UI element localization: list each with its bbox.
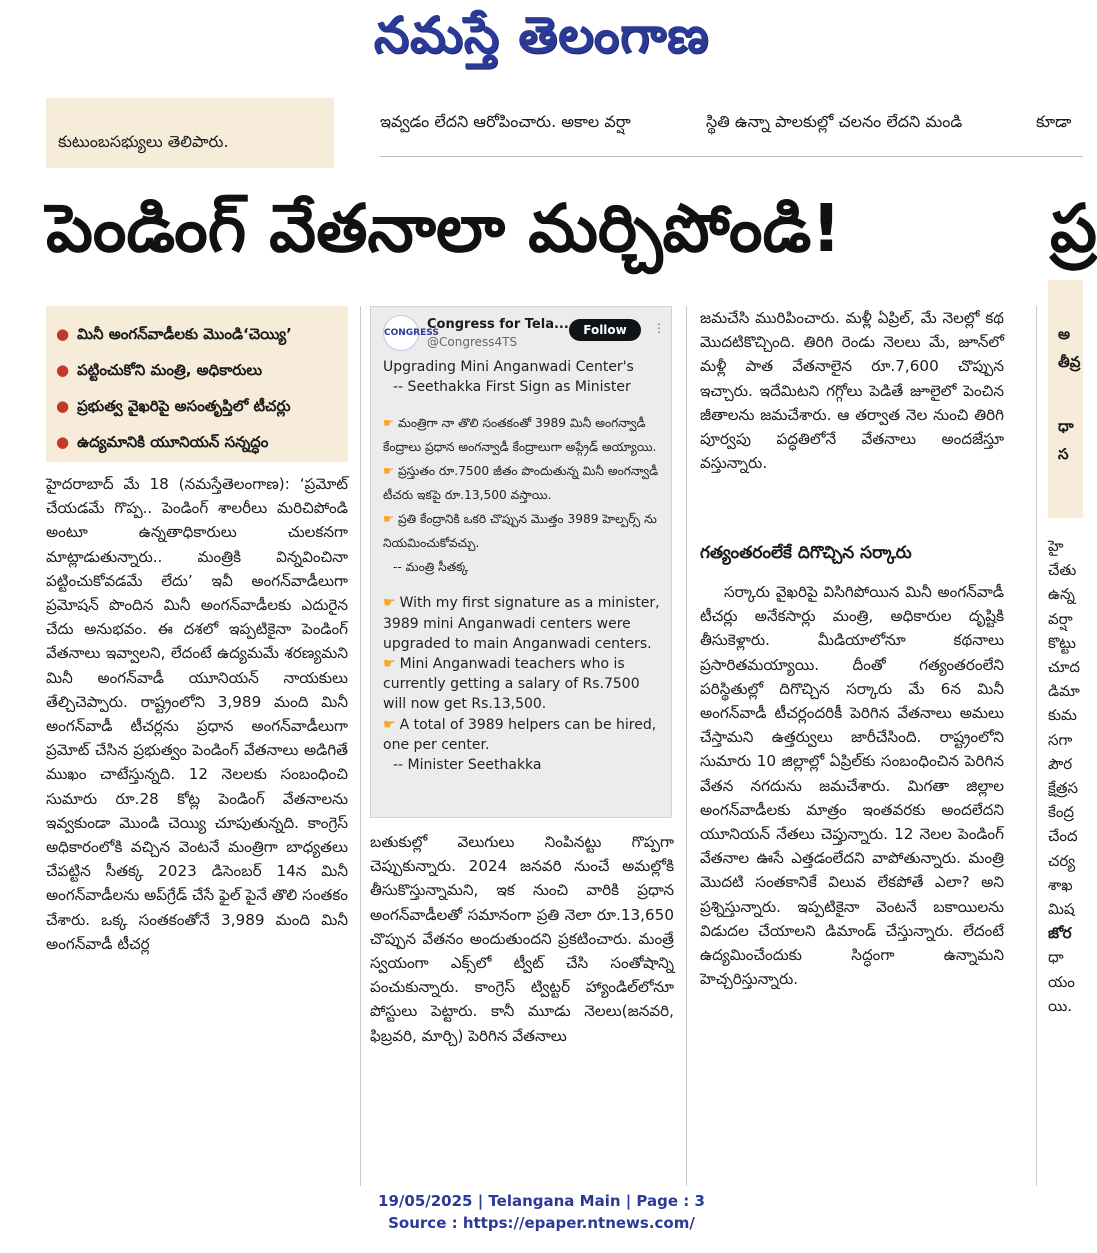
- more-options-icon[interactable]: ⋮: [653, 321, 665, 335]
- column-divider: [686, 306, 687, 1186]
- masthead-logo: నమస్తే తెలంగాణ: [373, 6, 710, 64]
- tweet-sign-en: -- Minister Seethakka: [393, 757, 542, 774]
- tweet-line-te: ☛ ప్రతి కేంద్రానికి ఒకరి చొప్పున మొత్తం 3989 హెల్పర్స్ ను నియమించుకోవచ్చు.: [383, 512, 657, 551]
- top-strip-left: [46, 98, 334, 168]
- column-3-top-text: జమచేసి మురిపించారు. మళ్లీ ఏప్రిల్, మే నెలల్లో కథ మొదటికొచ్చింది. తిరిగి రెండు నెలలు మే, జూన్‌లో మళ్లీ పాత వేతనాలైన రూ.7,600 చొప్పున ఇచ్చారు. ఇదేమిటని గగ్గోలు పెడితే జూలైలో పెంచిన జీతాలను జమచేశారు. ఆ తర్వాత నెల నుంచి తిరిగి పూర్వపు పద్ధతిలోనే వేతనాలు అందజేస్తూ వస్తున్నారు.: [700, 309, 1004, 473]
- article-column-3: [700, 306, 1004, 475]
- tweet-body: [383, 357, 665, 775]
- tweet-line-en: ☛ A total of 3989 helpers can be hired, one per center.: [383, 716, 657, 753]
- highlights-box: [46, 306, 348, 462]
- column-3-body-text: సర్కారు వైఖరిపై విసిగిపోయిన మినీ అంగన్‌వాడీ టీచర్లు అనేకసార్లు మంత్రి, అధికారుల దృష్టికి తీసుకెళ్లారు. మీడియాలోనూ కథనాలు ప్రసారితమయ్యాయి. దీంతో గత్యంతరంలేని పరిస్థితుల్లో దిగొచ్చిన సర్కారు మే 6న మినీ అంగన్‌వాడీ టీచర్లందరికీ పెరిగిన వేతనాలు అమలు చేస్తామని ఉత్తర్వులు జారీచేసింది. రాష్ట్రంలోని సుమారు 10 జిల్లాల్లో ఏప్రిల్‌కు సంబంధించిన పెరిగిన వేతన నగదును జమచేశారు. మిగతా జిల్లాల అంగన్‌వాడీలకు మాత్రం ఇంతవరకు అందలేదని యూనియన్ నేతలు చెప్తున్నారు. 12 నెలల పెండింగ్ వేతనాల ఊసే ఎత్తడంలేదని వాపోతున్నారు. మంత్రి మొదటి సంతకానికే విలువ లేకపోతే ఎలా? అని ప్రశ్నిస్తున్నారు. ఇప్పటికైనా వెంటనే బకాయిలను విడుదల చేయాలని డిమాండ్ చేస్తున్నారు. లేదంటే ఉద్యమించేందుకు సిద్ధంగా ఉన్నామని హెచ్చరిస్తున్నారు.: [700, 583, 1004, 989]
- bullet-icon: ●: [56, 361, 70, 379]
- pointing-hand-icon: ☛: [383, 416, 394, 431]
- tweet-line-te: ☛ ప్రస్తుతం రూ.7500 జీతం పొందుతున్న మినీ అంగన్వాడీ టీచరు ఇకపై రూ.13,500 వస్తాయి.: [383, 464, 659, 503]
- highlight-item: ● ప్రభుత్వ వైఖరిపై అసంతృప్తిలో టీచర్లు: [56, 397, 291, 415]
- top-strip-left-text: కుటుంబసభ్యులు తెలిపారు.: [58, 132, 229, 151]
- tweet-title-line: Upgrading Mini Anganwadi Center's: [383, 359, 634, 375]
- subheading: గత్యంతరంలేకే దిగొచ్చిన సర్కారు: [700, 543, 912, 563]
- column-divider: [360, 306, 361, 1186]
- pointing-hand-icon: ☛: [383, 595, 396, 612]
- highlight-item: ● ఉద్యమానికి యూనియన్ సన్నద్ధం: [56, 433, 269, 451]
- headline: పెండింగ్ వేతనాలా మర్చిపోండి!: [46, 190, 842, 267]
- tweet-handle: @Congress4TS: [427, 335, 518, 349]
- right-edge-column: హై చేతు ఉన్న వర్షా కొట్టు చూద డిమా కుమ సగా పౌర క్షేత్రస కేంద్ర చేంద చర్య శాఖ మిష జోర ధా యం యి.: [1048, 537, 1081, 1015]
- tweet-line-te: ☛ మంత్రిగా నా తొలి సంతకంతో 3989 మినీ అంగన్వాడీ కేంద్రాలు ప్రధాన అంగన్వాడీ కేంద్రాలుగా అప్గ్రేడ్ అయ్యాయి.: [383, 416, 657, 455]
- bullet-icon: ●: [56, 325, 70, 343]
- page-footer: [0, 1190, 1083, 1234]
- tweet-header: [383, 315, 663, 355]
- pointing-hand-icon: ☛: [383, 716, 396, 733]
- top-divider: [380, 156, 1083, 157]
- tweet-line-en: ☛ Mini Anganwadi teachers who is currently getting a salary of Rs.7500 will now get Rs.13,500.: [383, 656, 640, 713]
- bullet-icon: ●: [56, 397, 70, 415]
- pointing-hand-icon: ☛: [383, 464, 394, 479]
- footer-date-line: 19/05/2025 | Telangana Main | Page : 3: [378, 1192, 705, 1210]
- column-1-text: హైదరాబాద్ మే 18 (నమస్తేతెలంగాణ): ‘ప్రమోట్ చేయడమే గొప్ప.. పెండింగ్ శాలరీలు మరిచిపోండి అంటూ ఉన్నతాధికారులు చులకనగా మాట్లాడుతున్నారు.. మంత్రికి విన్నవించినా పట్టించుకోవడమే లేదు’ ఇవీ అంగన్‌వాడీలుగా ప్రమోషన్ పొందిన మినీ అంగన్‌వాడీలకు ఎదురైన చేదు అనుభవం. ఈ దశలో ఇప్పటికైనా పెండింగ్ వేతనాలు ఇవ్వాలని, లేదంటే ఉద్యమమే శరణ్యమని మినీ అంగన్‌వాడీ యూనియన్ నాయకులు తేల్చిచెప్పారు. రాష్ట్రంలోని 3,989 మంది మినీ అంగన్‌వాడీ టీచర్లను ప్రధాన అంగన్‌వాడీలుగా ప్రమోట్ చేసిన ప్రభుత్వం పెండింగ్ వేతనాలు అడిగితే ముఖం చాటేస్తున్నది. 12 నెలలకు సంబంధించి సుమారు రూ.28 కోట్ల పెండింగ్ వేతనాలను ఇవ్వకుండా మొండి చెయ్యి చూపుతున్నది. కాంగ్రెస్ అధికారంలోకి వచ్చిన వెంటనే మంత్రిగా బాధ్యతలు చేపట్టిన సీతక్క 2023 డిసెంబర్ 14న మినీ అంగన్‌వాడీలను అప్‌గ్రేడ్ చేసే ఫైల్ పైనే తొలి సంతకం చేశారు. ఒక్క సంతకంతోనే 3,989 మంది మినీ అంగన్‌వాడీ టీచర్ల: [46, 475, 348, 953]
- tweet-title-line: -- Seethakka First Sign as Minister: [393, 379, 631, 396]
- follow-button[interactable]: Follow: [569, 319, 641, 341]
- tweet-sign-te: -- మంత్రి సీతక్క: [393, 560, 469, 575]
- article-column-2: [370, 830, 674, 1048]
- highlight-item: ● మినీ అంగన్‌వాడీలకు మొండి‘చెయ్యి’: [56, 325, 292, 343]
- right-edge-box-line: స: [1058, 445, 1069, 463]
- right-edge-box-line: తీవ్ర: [1058, 353, 1081, 371]
- pointing-hand-icon: ☛: [383, 512, 394, 527]
- tweet-card: [370, 306, 672, 818]
- tweet-line-en: ☛ With my first signature as a minister, 3989 mini Anganwadi centers were upgraded to main Anganwadi centers.: [383, 595, 660, 652]
- column-divider: [1036, 306, 1037, 1186]
- tweet-account-name: Congress for Tela...: [427, 317, 583, 332]
- top-strip-right: స్థితి ఉన్నా పాలకుల్లో చలనం లేదని మండి: [706, 112, 963, 131]
- right-edge-box-line: అ: [1058, 325, 1071, 343]
- congress-logo-avatar: CONGRESS: [383, 315, 419, 351]
- right-edge-box-line: ధా: [1058, 417, 1074, 435]
- footer-source-line: Source : https://epaper.ntnews.com/: [388, 1214, 695, 1232]
- bullet-icon: ●: [56, 433, 70, 451]
- top-strip-middle: ఇవ్వడం లేదని ఆరోపించారు. అకాల వర్షా: [380, 112, 631, 131]
- top-strip-edge: కూడా: [1036, 112, 1072, 131]
- column-2-text: బతుకుల్లో వెలుగులు నింపినట్టు గొప్పగా చెప్పుకున్నారు. 2024 జనవరి నుంచే అమల్లోకి తీసుకొస్తున్నామని, ఇక నుంచి వారికి ప్రధాన అంగన్‌వాడీలతో సమానంగా ప్రతి నెలా రూ.13,650 చొప్పున వేతనం అందుతుందని ప్రకటించారు. మంత్రే స్వయంగా ఎక్స్‌లో ట్వీట్ చేసి సంతోషాన్ని పంచుకున్నారు. కాంగ్రెస్ ట్విట్టర్ హ్యాండిల్‌లోనూ పోస్టులు పెట్టారు. కానీ మూడు నెలలు(జనవరి, ఫిబ్రవరి, మార్చి) పెరిగిన వేతనాలు: [370, 833, 674, 1045]
- article-column-1: [46, 472, 348, 956]
- pointing-hand-icon: ☛: [383, 656, 396, 673]
- article-column-3-body: [700, 580, 1004, 991]
- edge-headline: ప్ర: [1050, 190, 1097, 267]
- highlight-item: ● పట్టించుకోని మంత్రి, అధికారులు: [56, 361, 263, 379]
- right-edge-box: [1048, 280, 1083, 518]
